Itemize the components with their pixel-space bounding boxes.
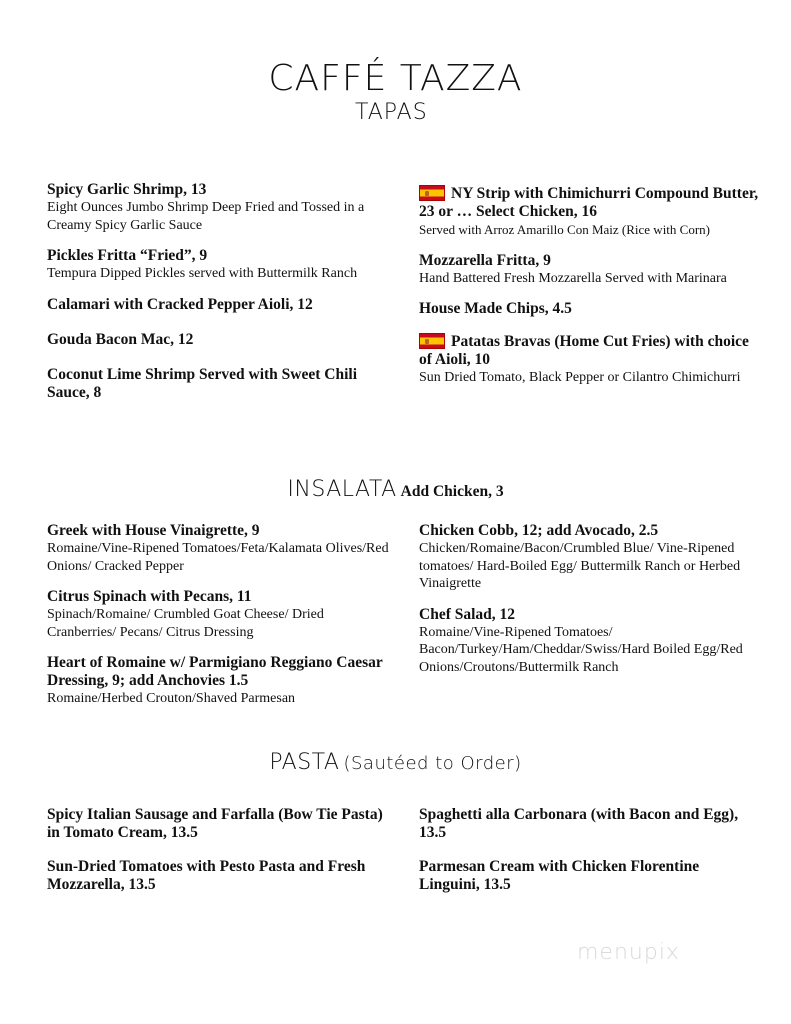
menu-item [419, 300, 759, 318]
item-name: Heart of Romaine w/ Parmigiano Reggiano Caesar Dressing, 9; add Anchovies 1.5 [47, 654, 383, 689]
menu-item [47, 366, 387, 402]
item-name: Citrus Spinach with Pecans, 11 [47, 588, 252, 605]
insalata-left-column [47, 522, 392, 721]
item-name: Spaghetti alla Carbonara (with Bacon and Egg), 13.5 [419, 806, 739, 841]
menu-item [47, 522, 392, 575]
menu-item [419, 858, 739, 894]
item-description: Eight Ounces Jumbo Shrimp Deep Fried and Tossed in a Creamy Spicy Garlic Sauce [47, 200, 365, 233]
item-name: Mozzarella Fritta, 9 [419, 251, 551, 269]
item-name: Coconut Lime Shrimp Served with Sweet Chili Sauce, 8 [47, 365, 357, 401]
item-description: Spinach/Romaine/ Crumbled Goat Cheese/ Dried Cranberries/ Pecans/ Citrus Dressing [47, 607, 324, 640]
menu-item [47, 858, 387, 894]
menu-item [47, 806, 387, 842]
item-name: House Made Chips, 4.5 [419, 300, 572, 317]
pasta-left-column [47, 806, 387, 907]
tapas-heading: TAPAS [355, 100, 428, 125]
pasta-section-heading [0, 750, 791, 775]
insalata-section-heading [0, 477, 791, 502]
item-name: Gouda Bacon Mac, 12 [47, 330, 194, 348]
menupix-watermark: menupix [577, 940, 680, 965]
pasta-heading: PASTA [269, 750, 340, 775]
item-name: Greek with House Vinaigrette, 9 [47, 522, 260, 539]
item-name: Sun-Dried Tomatoes with Pesto Pasta and Fresh Mozzarella, 13.5 [47, 858, 366, 893]
item-name: NY Strip with Chimichurri Compound Butter, 23 or … Select Chicken, 16 [419, 185, 759, 220]
item-name: Spicy Italian Sausage and Farfalla (Bow Tie Pasta) in Tomato Cream, 13.5 [47, 806, 383, 841]
item-description: Romaine/Herbed Crouton/Shaved Parmesan [47, 691, 296, 706]
item-description: Sun Dried Tomato, Black Pepper or Cilantro Chimichurri [419, 370, 741, 385]
item-name: Chicken Cobb, 12; add Avocado, 2.5 [419, 522, 659, 539]
restaurant-title: CAFFÉ TAZZA [268, 58, 523, 99]
spain-flag-icon [419, 333, 445, 349]
tapas-left-column [47, 181, 387, 415]
menu-item [419, 252, 759, 288]
item-description: Romaine/Vine-Ripened Tomatoes/ Bacon/Turkey/Ham/Cheddar/Swiss/Hard Boiled Egg/Red Onions/Croutons/Buttermilk Ranch [419, 624, 743, 675]
menu-item [419, 606, 749, 677]
spain-flag-icon [419, 185, 445, 201]
tapas-right-column [419, 185, 759, 400]
menu-item [419, 522, 749, 593]
menu-item [47, 331, 387, 349]
item-name: Patatas Bravas (Home Cut Fries) with choice of Aioli, 10 [419, 333, 749, 368]
menu-item [419, 185, 759, 239]
pasta-right-column [419, 806, 739, 907]
menu-item [47, 654, 392, 708]
pasta-note: (Sautéed to Order) [343, 753, 522, 774]
item-name: Parmesan Cream with Chicken Florentine Linguini, 13.5 [419, 858, 700, 893]
menu-item [47, 296, 387, 314]
insalata-addon: Add Chicken, 3 [400, 483, 504, 500]
item-description: Served with Arroz Amarillo Con Maiz (Rice with Corn) [419, 222, 711, 237]
menu-item [47, 247, 387, 283]
insalata-heading: INSALATA [287, 477, 397, 502]
item-name: Pickles Fritta “Fried”, 9 [47, 247, 208, 264]
insalata-right-column [419, 522, 749, 689]
item-description: Hand Battered Fresh Mozzarella Served with Marinara [419, 270, 727, 286]
item-description: Chicken/Romaine/Bacon/Crumbled Blue/ Vine-Ripened tomatoes/ Hard-Boiled Egg/ Buttermilk Ranch or Herbed Vinaigrette [419, 541, 741, 591]
item-name: Spicy Garlic Shrimp, 13 [47, 181, 207, 198]
menu-item [419, 333, 759, 387]
menu-item [419, 806, 739, 842]
item-name: Chef Salad, 12 [419, 605, 516, 623]
item-description: Tempura Dipped Pickles served with Buttermilk Ranch [47, 266, 358, 281]
item-description: Romaine/Vine-Ripened Tomatoes/Feta/Kalamata Olives/Red Onions/ Cracked Pepper [47, 541, 389, 574]
menu-item [47, 181, 387, 234]
menu-item [47, 588, 392, 641]
item-name: Calamari with Cracked Pepper Aioli, 12 [47, 295, 313, 313]
